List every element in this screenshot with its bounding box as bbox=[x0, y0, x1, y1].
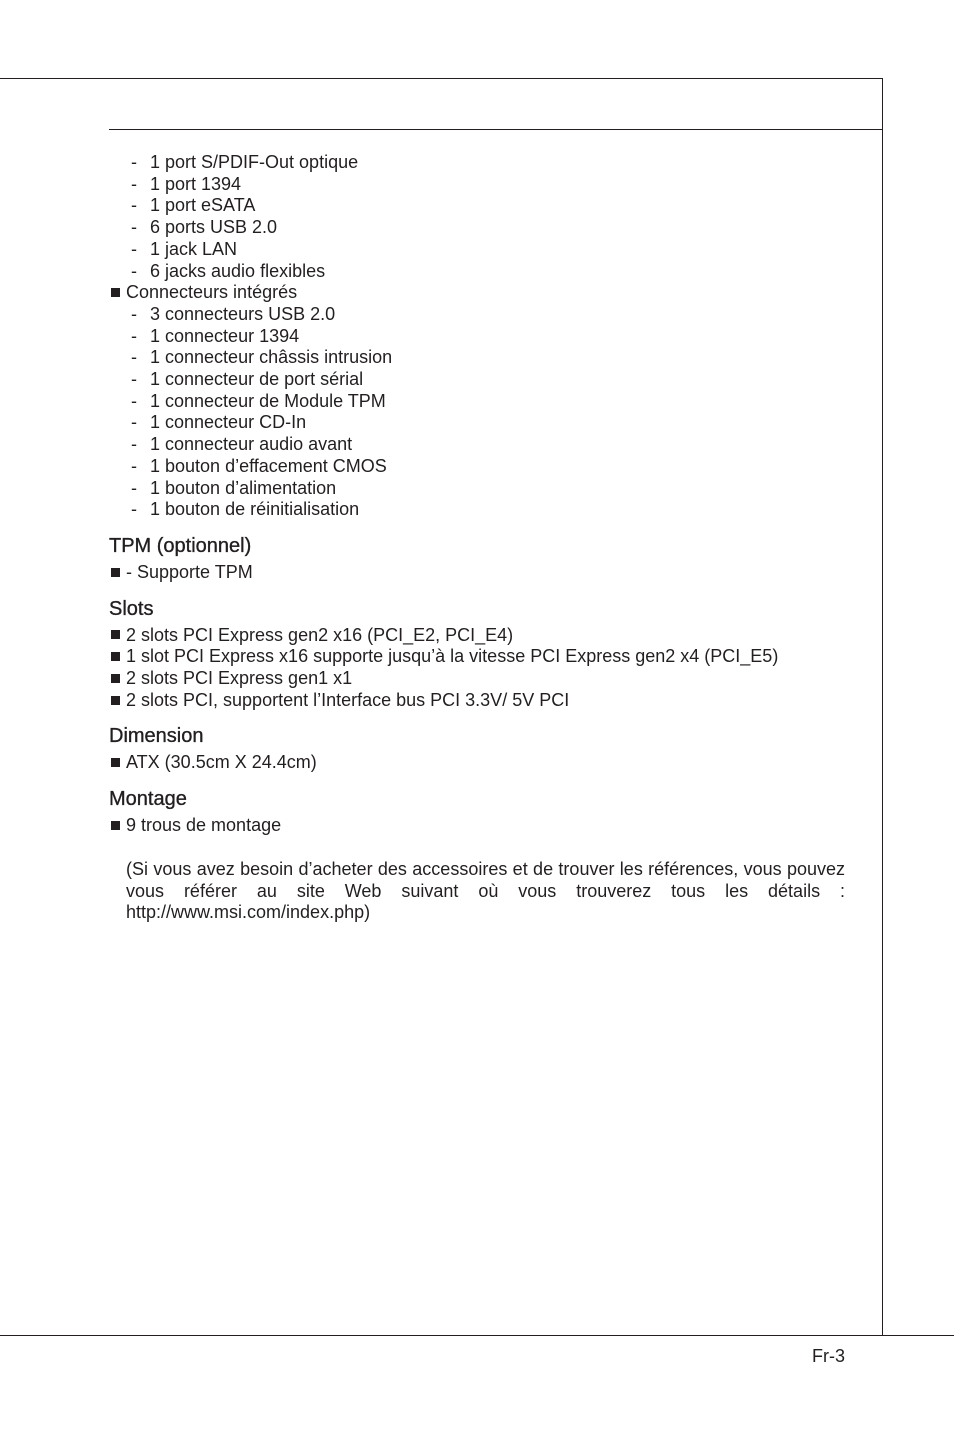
list-item: - 6 ports USB 2.0 bbox=[131, 217, 278, 238]
list-item: - 6 jacks audio flexibles bbox=[131, 260, 326, 281]
page-number: Fr-3 bbox=[812, 1346, 845, 1366]
bottom-rule bbox=[0, 1335, 954, 1336]
tpm-section bbox=[109, 533, 845, 584]
list-item: 1 slot PCI Express x16 supporte jusqu’à la vitesse PCI Express gen2 x4 (PCI_E5) bbox=[109, 646, 845, 668]
page-content bbox=[109, 152, 845, 924]
montage-note: (Si vous avez besoin d’acheter des accessoires et de trouver les références, vous pouvez vous référer au site Web suivant où vous trouverez tous les détails : http://www.msi.com/index.php) bbox=[126, 858, 845, 923]
section-title-montage: Montage bbox=[109, 788, 187, 811]
list-item: - 1 bouton d’alimentation bbox=[131, 477, 337, 498]
section-title-slots: Slots bbox=[109, 597, 154, 620]
connectors-section bbox=[109, 282, 845, 521]
header-rule bbox=[109, 129, 883, 130]
top-rule bbox=[0, 78, 883, 79]
right-margin-rule bbox=[882, 78, 883, 1335]
montage-section bbox=[109, 786, 845, 924]
list-item: 2 slots PCI Express gen1 x1 bbox=[109, 668, 845, 690]
list-item: - Supporte TPM bbox=[109, 562, 845, 584]
list-item: 2 slots PCI, supportent l’Interface bus PCI 3.3V/ 5V PCI bbox=[109, 690, 845, 712]
connectors-heading: Connecteurs intégrés bbox=[109, 282, 845, 304]
list-item: - 1 port eSATA bbox=[131, 195, 256, 216]
square-bullet-icon bbox=[111, 674, 120, 683]
list-item: - 3 connecteurs USB 2.0 bbox=[131, 303, 336, 324]
list-item: - 1 jack LAN bbox=[131, 238, 238, 259]
list-item: 2 slots PCI Express gen2 x16 (PCI_E2, PCI_E4) bbox=[109, 625, 845, 647]
square-bullet-icon bbox=[111, 630, 120, 639]
square-bullet-icon bbox=[111, 821, 120, 830]
square-bullet-icon bbox=[111, 568, 120, 577]
square-bullet-icon bbox=[111, 288, 120, 297]
slots-section bbox=[109, 596, 845, 712]
list-item: - 1 connecteur audio avant bbox=[131, 434, 353, 455]
list-item: - 1 bouton d’effacement CMOS bbox=[131, 455, 387, 476]
list-item: - 1 port S/PDIF-Out optique bbox=[131, 152, 359, 172]
section-title-tpm: TPM (optionnel) bbox=[109, 534, 252, 557]
list-item: 9 trous de montage bbox=[109, 815, 845, 837]
list-item: ATX (30.5cm X 24.4cm) bbox=[109, 752, 845, 774]
dimension-section bbox=[109, 723, 845, 774]
square-bullet-icon bbox=[111, 758, 120, 767]
list-item: - 1 port 1394 bbox=[131, 173, 242, 194]
list-item: - 1 connecteur 1394 bbox=[131, 325, 300, 346]
ports-list bbox=[109, 152, 845, 282]
list-item: - 1 connecteur châssis intrusion bbox=[131, 347, 393, 368]
list-item: - 1 connecteur de port sérial bbox=[131, 369, 364, 390]
list-item: - 1 bouton de réinitialisation bbox=[131, 499, 360, 520]
square-bullet-icon bbox=[111, 696, 120, 705]
list-item: - 1 connecteur de Module TPM bbox=[131, 390, 386, 411]
section-title-dimension: Dimension bbox=[109, 725, 204, 748]
list-item: - 1 connecteur CD-In bbox=[131, 412, 307, 433]
square-bullet-icon bbox=[111, 652, 120, 661]
